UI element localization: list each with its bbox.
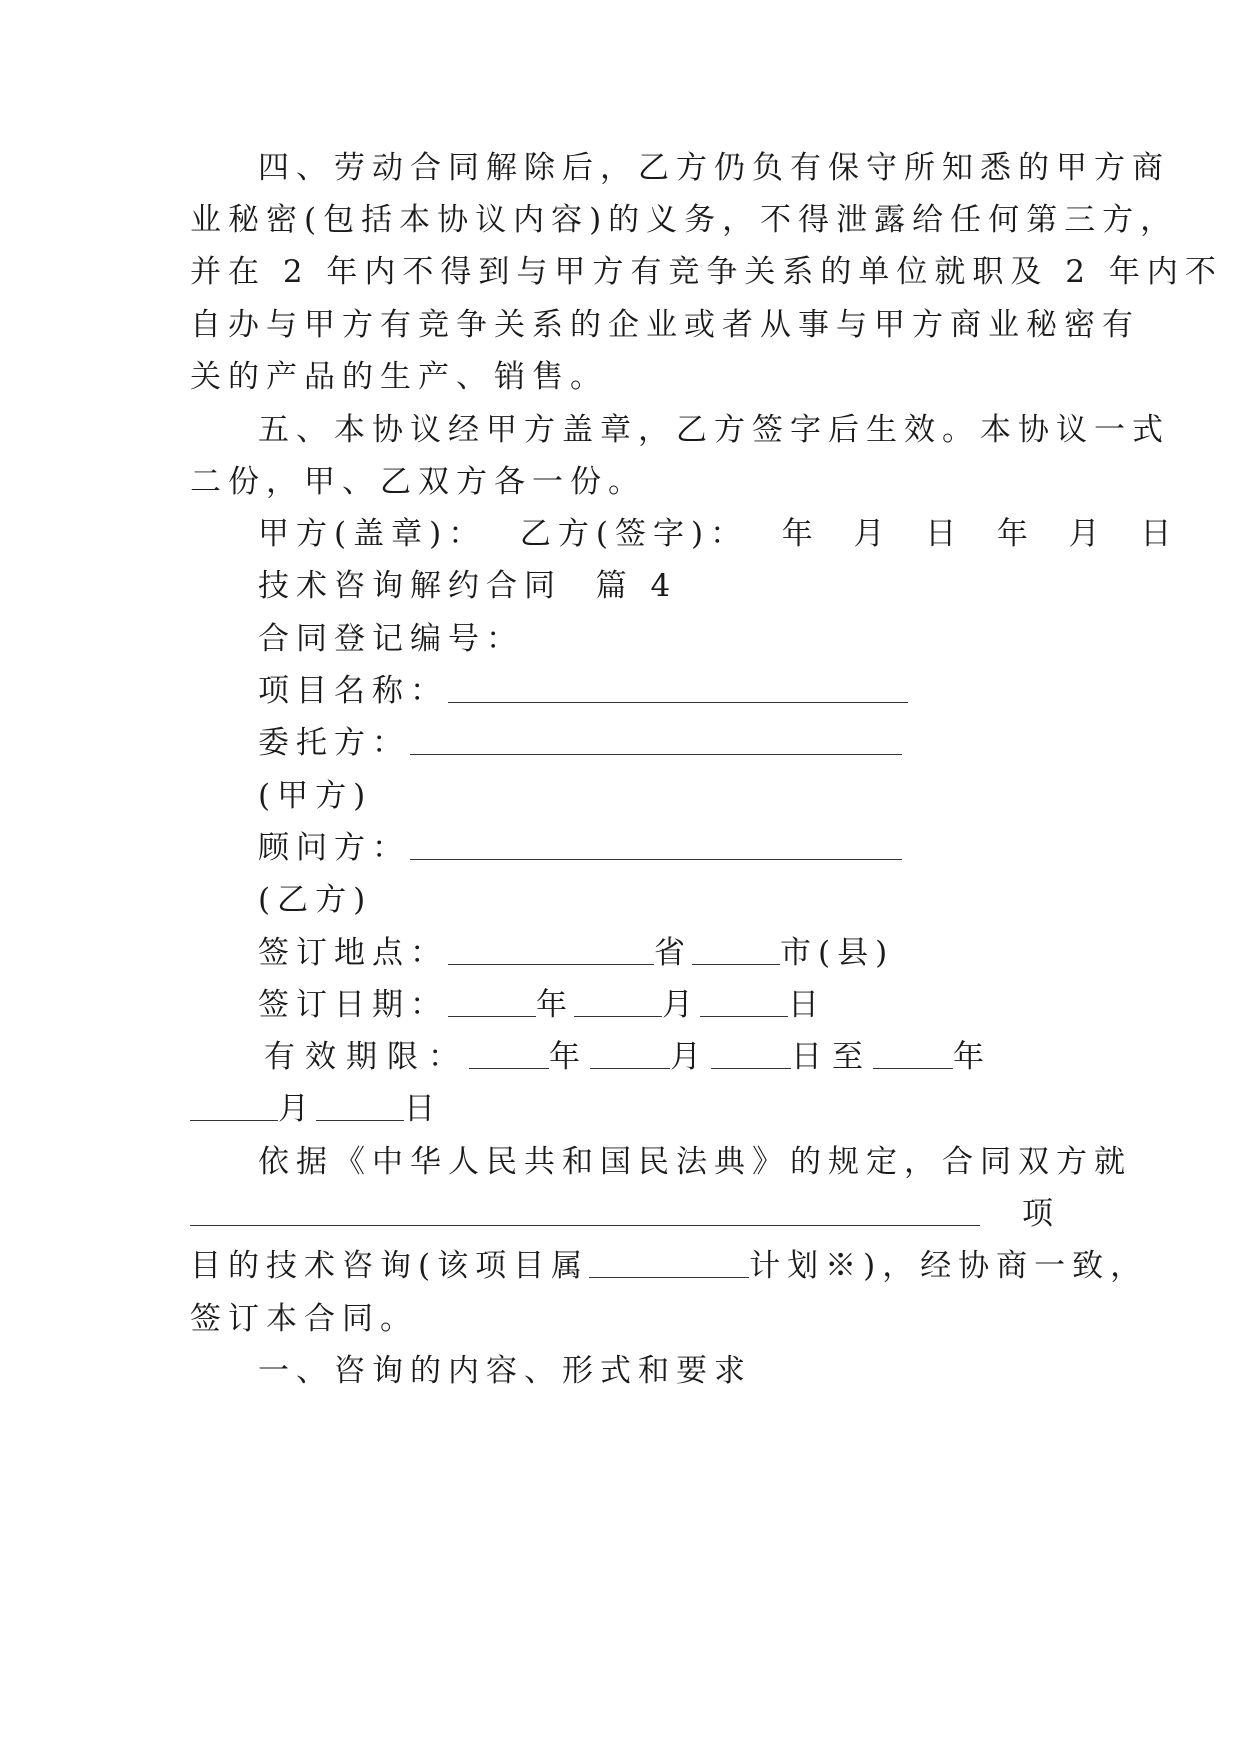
- place-city-blank: [692, 934, 780, 965]
- project-name-row: [258, 671, 1060, 711]
- date-row: [258, 985, 1060, 1025]
- date-year-blank: [448, 986, 536, 1017]
- para4-line-2: 业秘密(包括本协议内容)的义务，不得泄露给任何第三方，: [190, 202, 1179, 238]
- validity-label: 有效期限：: [264, 1039, 469, 1075]
- client-blank: [410, 724, 902, 755]
- place-row: [258, 933, 1060, 973]
- para4-line-1: 四、劳动合同解除后，乙方仍负有保守所知悉的甲方商: [258, 150, 1170, 186]
- validity-row-2: [190, 1089, 1060, 1129]
- basis-project-blank: [190, 1195, 980, 1226]
- signature-line: 甲方(盖章)： 乙方(签字)： 年 月 日 年 月 日: [258, 516, 1179, 552]
- validity-end-year-blank: [873, 1038, 953, 1069]
- validity-year: 年: [549, 1039, 590, 1075]
- basis-line-4: 签订本合同。: [190, 1301, 418, 1337]
- basis-line-2: [190, 1194, 1060, 1234]
- para5-line-1: 五、本协议经甲方盖章，乙方签字后生效。本协议一式: [258, 412, 1170, 448]
- date-day: 日: [788, 987, 826, 1023]
- client-row: [258, 723, 1060, 763]
- validity-end-month: 月: [278, 1091, 316, 1127]
- basis-line-1: 依据《中华人民共和国民法典》的规定，合同双方就: [258, 1144, 1132, 1180]
- para4-line-3: 并在 2 年内不得到与甲方有竞争关系的单位就职及 2 年内不: [190, 254, 1223, 290]
- validity-end-month-blank: [190, 1090, 278, 1121]
- project-name-blank: [448, 672, 908, 703]
- client-role: (甲方): [258, 778, 373, 814]
- date-label: 签订日期：: [258, 987, 448, 1023]
- validity-day-to: 日至: [791, 1039, 873, 1075]
- para4-line-5: 关的产品的生产、销售。: [190, 359, 608, 395]
- basis-line-2-end: 项: [1022, 1196, 1060, 1232]
- consultant-label: 顾问方：: [258, 830, 410, 866]
- validity-year-blank: [469, 1038, 549, 1069]
- para4-line-4: 自办与甲方有竞争关系的企业或者从事与甲方商业秘密有: [190, 307, 1140, 343]
- validity-day-blank: [711, 1038, 791, 1069]
- consultant-row: [258, 828, 1060, 868]
- clause1-title: 一、咨询的内容、形式和要求: [258, 1353, 752, 1389]
- validity-end-day-blank: [316, 1090, 404, 1121]
- section-title: 技术咨询解约合同 篇 4: [258, 568, 678, 604]
- date-month: 月: [662, 987, 700, 1023]
- place-province-blank: [448, 934, 654, 965]
- place-city: 市(县): [780, 935, 895, 971]
- client-label: 委托方：: [258, 725, 410, 761]
- date-day-blank: [700, 986, 788, 1017]
- project-name-label: 项目名称：: [258, 673, 448, 709]
- validity-month: 月: [670, 1039, 711, 1075]
- place-province: 省: [654, 935, 692, 971]
- basis-line-3-b: 计划※)，经协商一致，: [749, 1248, 1149, 1284]
- validity-row: [264, 1037, 1060, 1077]
- validity-end-year: 年: [953, 1039, 994, 1075]
- place-label: 签订地点：: [258, 935, 448, 971]
- validity-month-blank: [590, 1038, 670, 1069]
- validity-end-day: 日: [404, 1091, 442, 1127]
- contract-no-label: 合同登记编号：: [258, 621, 524, 657]
- basis-plan-blank: [589, 1247, 749, 1278]
- date-year: 年: [536, 987, 574, 1023]
- basis-line-3: [190, 1246, 1149, 1286]
- basis-line-3-a: 目的技术咨询(该项目属: [190, 1248, 590, 1284]
- consultant-role: (乙方): [258, 882, 373, 918]
- para5-line-2: 二份，甲、乙双方各一份。: [190, 464, 646, 500]
- consultant-blank: [410, 829, 902, 860]
- date-month-blank: [574, 986, 662, 1017]
